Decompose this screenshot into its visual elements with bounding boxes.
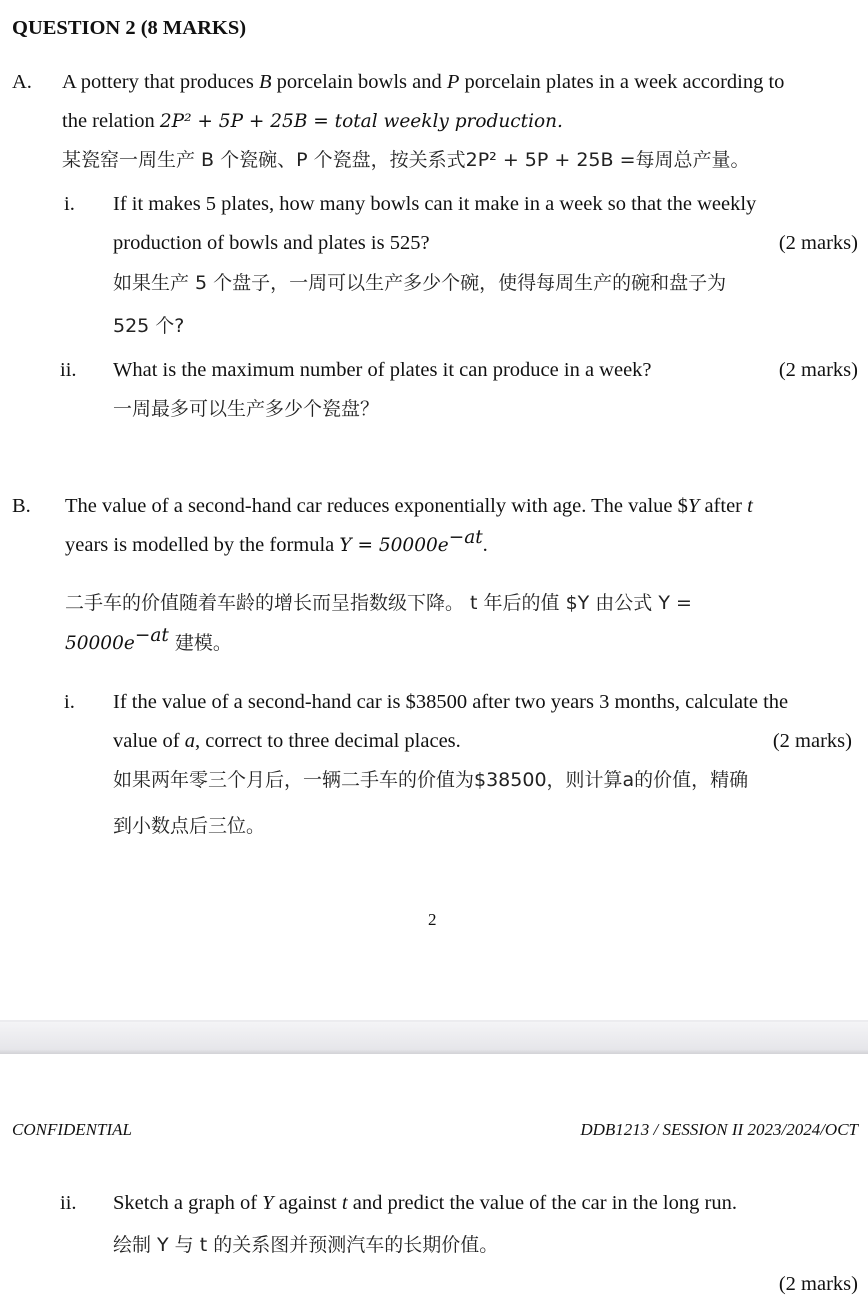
a-i-label: i. bbox=[64, 193, 75, 215]
a-i-line1: If it makes 5 plates, how many bowls can it make in a week so that the weekly bbox=[113, 193, 757, 215]
text: Sketch a graph of bbox=[113, 1192, 263, 1214]
b-i-label: i. bbox=[64, 691, 75, 713]
b-ii-marks: (2 marks) bbox=[778, 1273, 858, 1295]
text: 建模。 bbox=[168, 632, 232, 654]
text: and predict the value of the car in the long run. bbox=[347, 1192, 737, 1214]
a-ii-cn1: 一周最多可以生产多少个瓷盘？ bbox=[113, 398, 380, 420]
b-ii-label: ii. bbox=[60, 1192, 77, 1214]
text: porcelain bowls and bbox=[271, 71, 447, 93]
a-ii-marks: (2 marks) bbox=[778, 359, 858, 381]
text: The value of a second-hand car reduces exponentially with age. The value $ bbox=[65, 495, 688, 517]
part-b-label: B. bbox=[12, 495, 31, 517]
text: after bbox=[699, 495, 748, 517]
b-i-marks: (2 marks) bbox=[772, 730, 852, 752]
text: porcelain plates in a week according to bbox=[459, 71, 785, 93]
part-b-cn1: 二手车的价值随着车龄的增长而呈指数级下降。 t 年后的值 $Y 由公式 Y = bbox=[65, 592, 692, 614]
text: against bbox=[273, 1192, 342, 1214]
var-t: t bbox=[341, 1192, 348, 1214]
b-i-line1: If the value of a second-hand car is $38500 after two years 3 months, calculate the bbox=[113, 691, 789, 713]
var-y: Y bbox=[687, 495, 700, 517]
relation-formula: 2P² + 5P + 25B = total weekly production. bbox=[159, 111, 563, 132]
text: the relation bbox=[62, 110, 160, 132]
b-i-cn2: 到小数点后三位。 bbox=[113, 815, 266, 837]
text: value of bbox=[113, 730, 185, 752]
a-ii-line1: What is the maximum number of plates it can produce in a week? bbox=[113, 359, 652, 381]
part-b-cn2 bbox=[65, 625, 232, 656]
part-b-line2 bbox=[65, 527, 488, 558]
formula: 50000e bbox=[65, 633, 135, 654]
b-ii-cn1: 绘制 Y 与 t 的关系图并预测汽车的长期价值。 bbox=[113, 1234, 499, 1256]
exponent: −at bbox=[134, 625, 169, 647]
a-i-cn2: 525 个? bbox=[113, 315, 185, 337]
text: A pottery that produces bbox=[62, 71, 259, 93]
page-separator bbox=[0, 1020, 868, 1054]
a-i-cn1: 如果生产 5 个盘子，一周可以生产多少个碗，使得每周生产的碗和盘子为 bbox=[113, 272, 727, 294]
text: , correct to three decimal places. bbox=[194, 730, 461, 752]
b-i-cn1: 如果两年零三个月后，一辆二手车的价值为$38500，则计算a的价值，精确 bbox=[113, 769, 749, 791]
var-p: P bbox=[446, 71, 460, 93]
b-ii-line1 bbox=[113, 1191, 737, 1215]
var-t: t bbox=[747, 495, 753, 517]
question-title: QUESTION 2 (8 MARKS) bbox=[12, 17, 247, 39]
part-a-line2 bbox=[62, 109, 563, 134]
part-a-line1 bbox=[62, 70, 784, 94]
exponent: −at bbox=[448, 527, 483, 549]
a-ii-label: ii. bbox=[60, 359, 77, 381]
header-confidential: CONFIDENTIAL bbox=[12, 1120, 132, 1139]
var-b: B bbox=[258, 71, 272, 93]
part-a-cn: 某瓷窑一周生产 B 个瓷碗、P 个瓷盘，按关系式2P² + 5P + 25B =每周总产量。 bbox=[62, 149, 750, 171]
var-a: a bbox=[184, 730, 195, 752]
a-i-line2: production of bowls and plates is 525? bbox=[113, 232, 430, 254]
part-a-label: A. bbox=[12, 71, 32, 93]
header-course-code: DDB1213 / SESSION II 2023/2024/OCT bbox=[580, 1120, 858, 1139]
page-number: 2 bbox=[428, 910, 437, 929]
b-i-line2 bbox=[113, 729, 461, 753]
part-b-line1 bbox=[65, 494, 753, 518]
var-y: Y bbox=[262, 1192, 274, 1214]
a-i-marks: (2 marks) bbox=[778, 232, 858, 254]
text: . bbox=[482, 534, 488, 556]
formula: Y = 50000e bbox=[339, 535, 449, 556]
text: years is modelled by the formula bbox=[65, 534, 340, 556]
